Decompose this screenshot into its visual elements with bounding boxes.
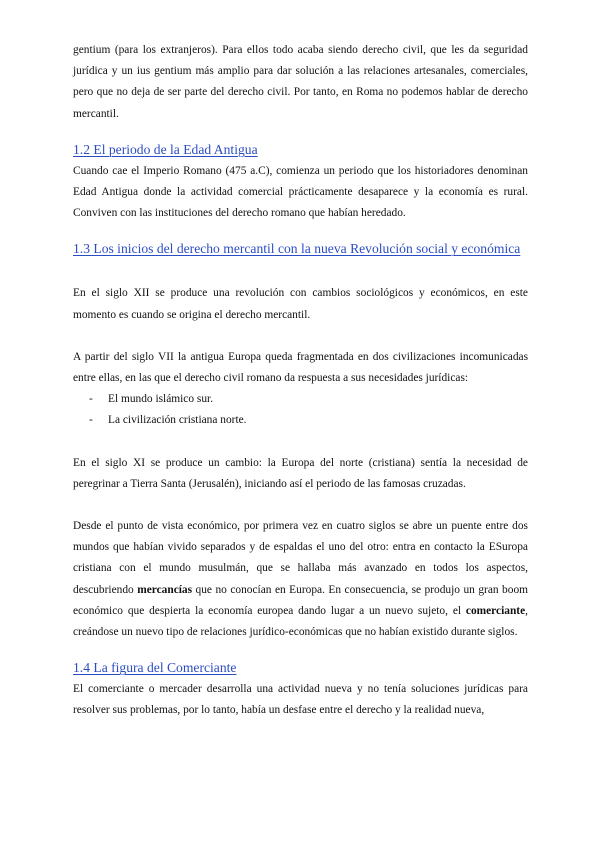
bold-mercancias: mercancías [137, 583, 193, 596]
heading-figura-comerciante [73, 657, 528, 679]
paragraph-imperio-romano: Cuando cae el Imperio Romano (475 a.C), comienza un periodo que los historiadores denominan Edad Antigua donde la actividad comercial prácticamente desaparece y la economía es rural. Conviven con las instituciones del derecho romano que habían heredado. [73, 164, 528, 220]
document-page [73, 40, 528, 722]
list-dash: - [89, 393, 93, 406]
paragraph-text: que no conocían en Europa. En consecuencia, se produjo un gran boom económico que despierta la economía europea dando lugar a un nuevo sujeto, el [73, 583, 529, 617]
paragraph-comerciante-mercader: El comerciante o mercader desarrolla una actividad nueva y no tenía soluciones jurídicas para resolver sus problemas, por lo tanto, había un desfase entre el derecho y la realidad nueva, [73, 683, 528, 717]
paragraph-siglo-xii: En el siglo XII se produce una revolución con cambios sociológicos y económicos, en este momento es cuando se origina el derecho mercantil. [73, 287, 528, 321]
list-dash: - [89, 414, 93, 427]
heading-inicios-derecho-mercantil [73, 238, 528, 260]
paragraph-siglo-xi: En el siglo XI se produce un cambio: la Europa del norte (cristiana) sentía la necesidad de peregrinar a Tierra Santa (Jerusalén), iniciando así el periodo de las famosas cruzadas. [73, 456, 528, 490]
paragraph-siglo-vii: A partir del siglo VII la antigua Europa queda fragmentada en dos civilizaciones incomunicadas entre ellas, en las que el derecho civil romano da respuesta a sus necesidades jurídicas: [73, 350, 528, 385]
list-item-text: El mundo islámico sur. [108, 393, 214, 406]
list-item [73, 389, 528, 410]
heading-figura-comerciante-text: 1.4 La figura del Comerciante [73, 660, 237, 676]
list-item-text: La civilización cristiana norte. [108, 414, 247, 427]
paragraph-text: , creándose un nuevo tipo de relaciones jurídico-económicas que no habían existido durante siglos. [73, 604, 528, 639]
list-item [73, 410, 528, 431]
civilizations-list [73, 389, 528, 431]
heading-edad-antigua [73, 139, 528, 161]
paragraph-ius-gentium: gentium (para los extranjeros). Para ellos todo acaba siendo derecho civil, que les da seguridad jurídica y un ius gentium más amplio para dar solución a las relaciones artesanales, comerciales, pero que no deja de ser parte del derecho civil. Por tanto, en Roma no podemos hablar de derecho mercantil. [73, 44, 528, 120]
heading-edad-antigua-text: 1.2 El periodo de la Edad Antigua [73, 141, 258, 157]
paragraph-punto-de-vista-economico [73, 516, 528, 643]
bold-comerciante: comerciante [465, 604, 526, 617]
paragraph-text: Desde el punto de vista económico, por primera vez en cuatro siglos se abre un puente entre dos mundos que habían vivido separados y de espaldas el uno del otro: entra en contacto la ESuropa cristiana con el mundo musulmán, que se hallaba más avanzado en todos los aspectos, descubriendo [73, 520, 528, 596]
heading-inicios-derecho-mercantil-text: 1.3 Los inicios del derecho mercantil con la nueva Revolución social y económica [73, 241, 521, 257]
